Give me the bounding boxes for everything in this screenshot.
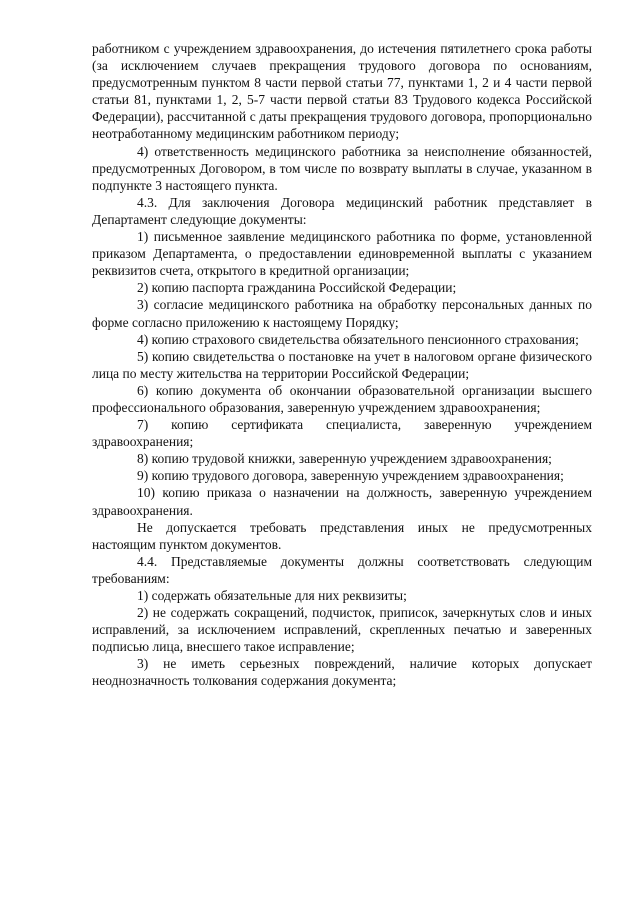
requirement-item-2: 2) не содержать сокращений, подчисток, приписок, зачеркнутых слов и иных исправлений, за исключением исправлений, скрепленных печатью и заверенных подписью лица, внесшего такое исправление; bbox=[92, 605, 592, 655]
document-page bbox=[92, 40, 592, 690]
list-item-2-passport: 2) копию паспорта гражданина Российской Федерации; bbox=[137, 280, 457, 296]
paragraph-continuation: работником с учреждением здравоохранения, до истечения пятилетнего срока работы (за исключением случаев прекращения трудового договора по основаниям, предусмотренным пунктом 8 части первой статьи 77, пунктами 1, 2 и 4 части первой статьи 81, пунктами 1, 2, 5-7 части первой статьи 83 Трудового кодекса Российской Федерации), рассчитанной с даты прекращения трудового договора, пропорционально неотработанному медицинским работником периоду; bbox=[92, 41, 592, 142]
list-item-6-diploma: 6) копию документа об окончании образовательной организации высшего профессионального образования, заверенную учреждением здравоохранения; bbox=[92, 382, 592, 415]
list-item-4-insurance: 4) копию страхового свидетельства обязательного пенсионного страхования; bbox=[137, 331, 579, 347]
paragraph-no-extra-docs: Не допускается требовать представления иных не предусмотренных настоящим пунктом документов. bbox=[92, 519, 592, 552]
list-item-1-application: 1) письменное заявление медицинского работника по форме, установленной приказом Департамента, о предоставлении единовременной выплаты с указанием реквизитов счета, открытого в кредитной организации; bbox=[92, 229, 592, 279]
list-item-5-tax-certificate: 5) копию свидетельства о постановке на учет в налоговом органе физического лица по месту жительства на территории Российской Федерации; bbox=[92, 348, 592, 381]
requirement-item-3: 3) не иметь серьезных повреждений, наличие которых допускает неоднозначность толкования содержания документа; bbox=[92, 656, 592, 689]
requirement-item-1: 1) содержать обязательные для них реквизиты; bbox=[137, 588, 407, 603]
paragraph-item-4-responsibility: 4) ответственность медицинского работника за неисполнение обязанностей, предусмотренных Договором, в том числе по возврату выплаты в случае, указанном в подпункте 3 настоящего пункта. bbox=[92, 143, 592, 193]
paragraph-section-4-4: 4.4. Представляемые документы должны соответствовать следующим требованиям: bbox=[92, 553, 592, 586]
list-item-9-contract: 9) копию трудового договора, заверенную учреждением здравоохранения; bbox=[137, 468, 564, 484]
list-item-10-order: 10) копию приказа о назначении на должность, заверенную учреждением здравоохранения. bbox=[92, 485, 592, 518]
list-item-3-consent: 3) согласие медицинского работника на обработку персональных данных по форме согласно приложению к настоящему Порядку; bbox=[92, 297, 592, 330]
list-item-8-workbook: 8) копию трудовой книжки, заверенную учреждением здравоохранения; bbox=[137, 451, 552, 467]
list-item-7-certificate: 7) копию сертификата специалиста, заверенную учреждением здравоохранения; bbox=[92, 417, 592, 450]
paragraph-section-4-3: 4.3. Для заключения Договора медицинский работник представляет в Департамент следующие документы: bbox=[92, 194, 592, 227]
